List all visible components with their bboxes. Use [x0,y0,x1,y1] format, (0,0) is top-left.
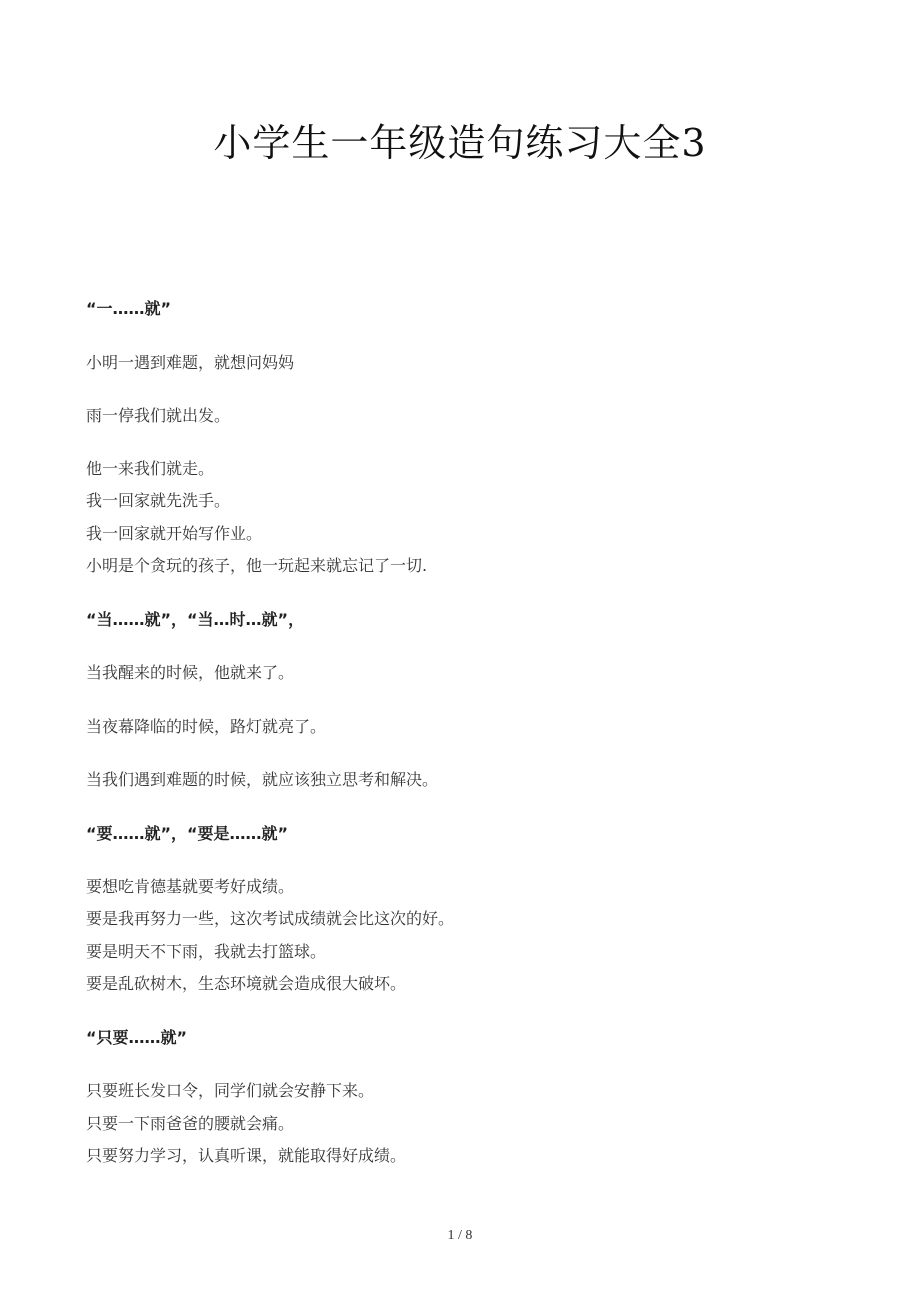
sentence: 他一来我们就走。 [86,459,215,478]
sentence: 要是明天不下雨，我就去打篮球。 [86,942,327,961]
section-heading: “当……就”，“当…时…就”， [86,610,305,629]
sentence: 当夜幕降临的时候，路灯就亮了。 [86,717,327,736]
sentence: 要想吃肯德基就要考好成绩。 [86,877,295,896]
sentence: 当我们遇到难题的时候，就应该独立思考和解决。 [86,770,439,789]
sentence: 我一回家就开始写作业。 [86,524,263,543]
sentence: 当我醒来的时候，他就来了。 [86,663,295,682]
sentence: 小明一遇到难题，就想问妈妈 [86,353,295,372]
sentence: 只要班长发口令，同学们就会安静下来。 [86,1081,375,1100]
sentence: 要是我再努力一些，这次考试成绩就会比这次的好。 [86,909,455,928]
document-title: 小学生一年级造句练习大全3 [213,121,707,165]
sentence: 只要一下雨爸爸的腰就会痛。 [86,1114,295,1133]
page-number: 1 / 8 [447,1228,473,1243]
sentence: 只要努力学习，认真听课，就能取得好成绩。 [86,1146,407,1165]
section-heading: “一……就” [86,299,172,318]
sentence: 要是乱砍树木，生态环境就会造成很大破坏。 [86,974,407,993]
sentence: 雨一停我们就出发。 [86,406,231,425]
section-heading: “要……就”，“要是……就” [86,824,289,843]
section-heading: “只要……就” [86,1028,188,1047]
sentence: 我一回家就先洗手。 [86,491,231,510]
sentence: 小明是个贪玩的孩子，他一玩起来就忘记了一切. [86,556,428,575]
